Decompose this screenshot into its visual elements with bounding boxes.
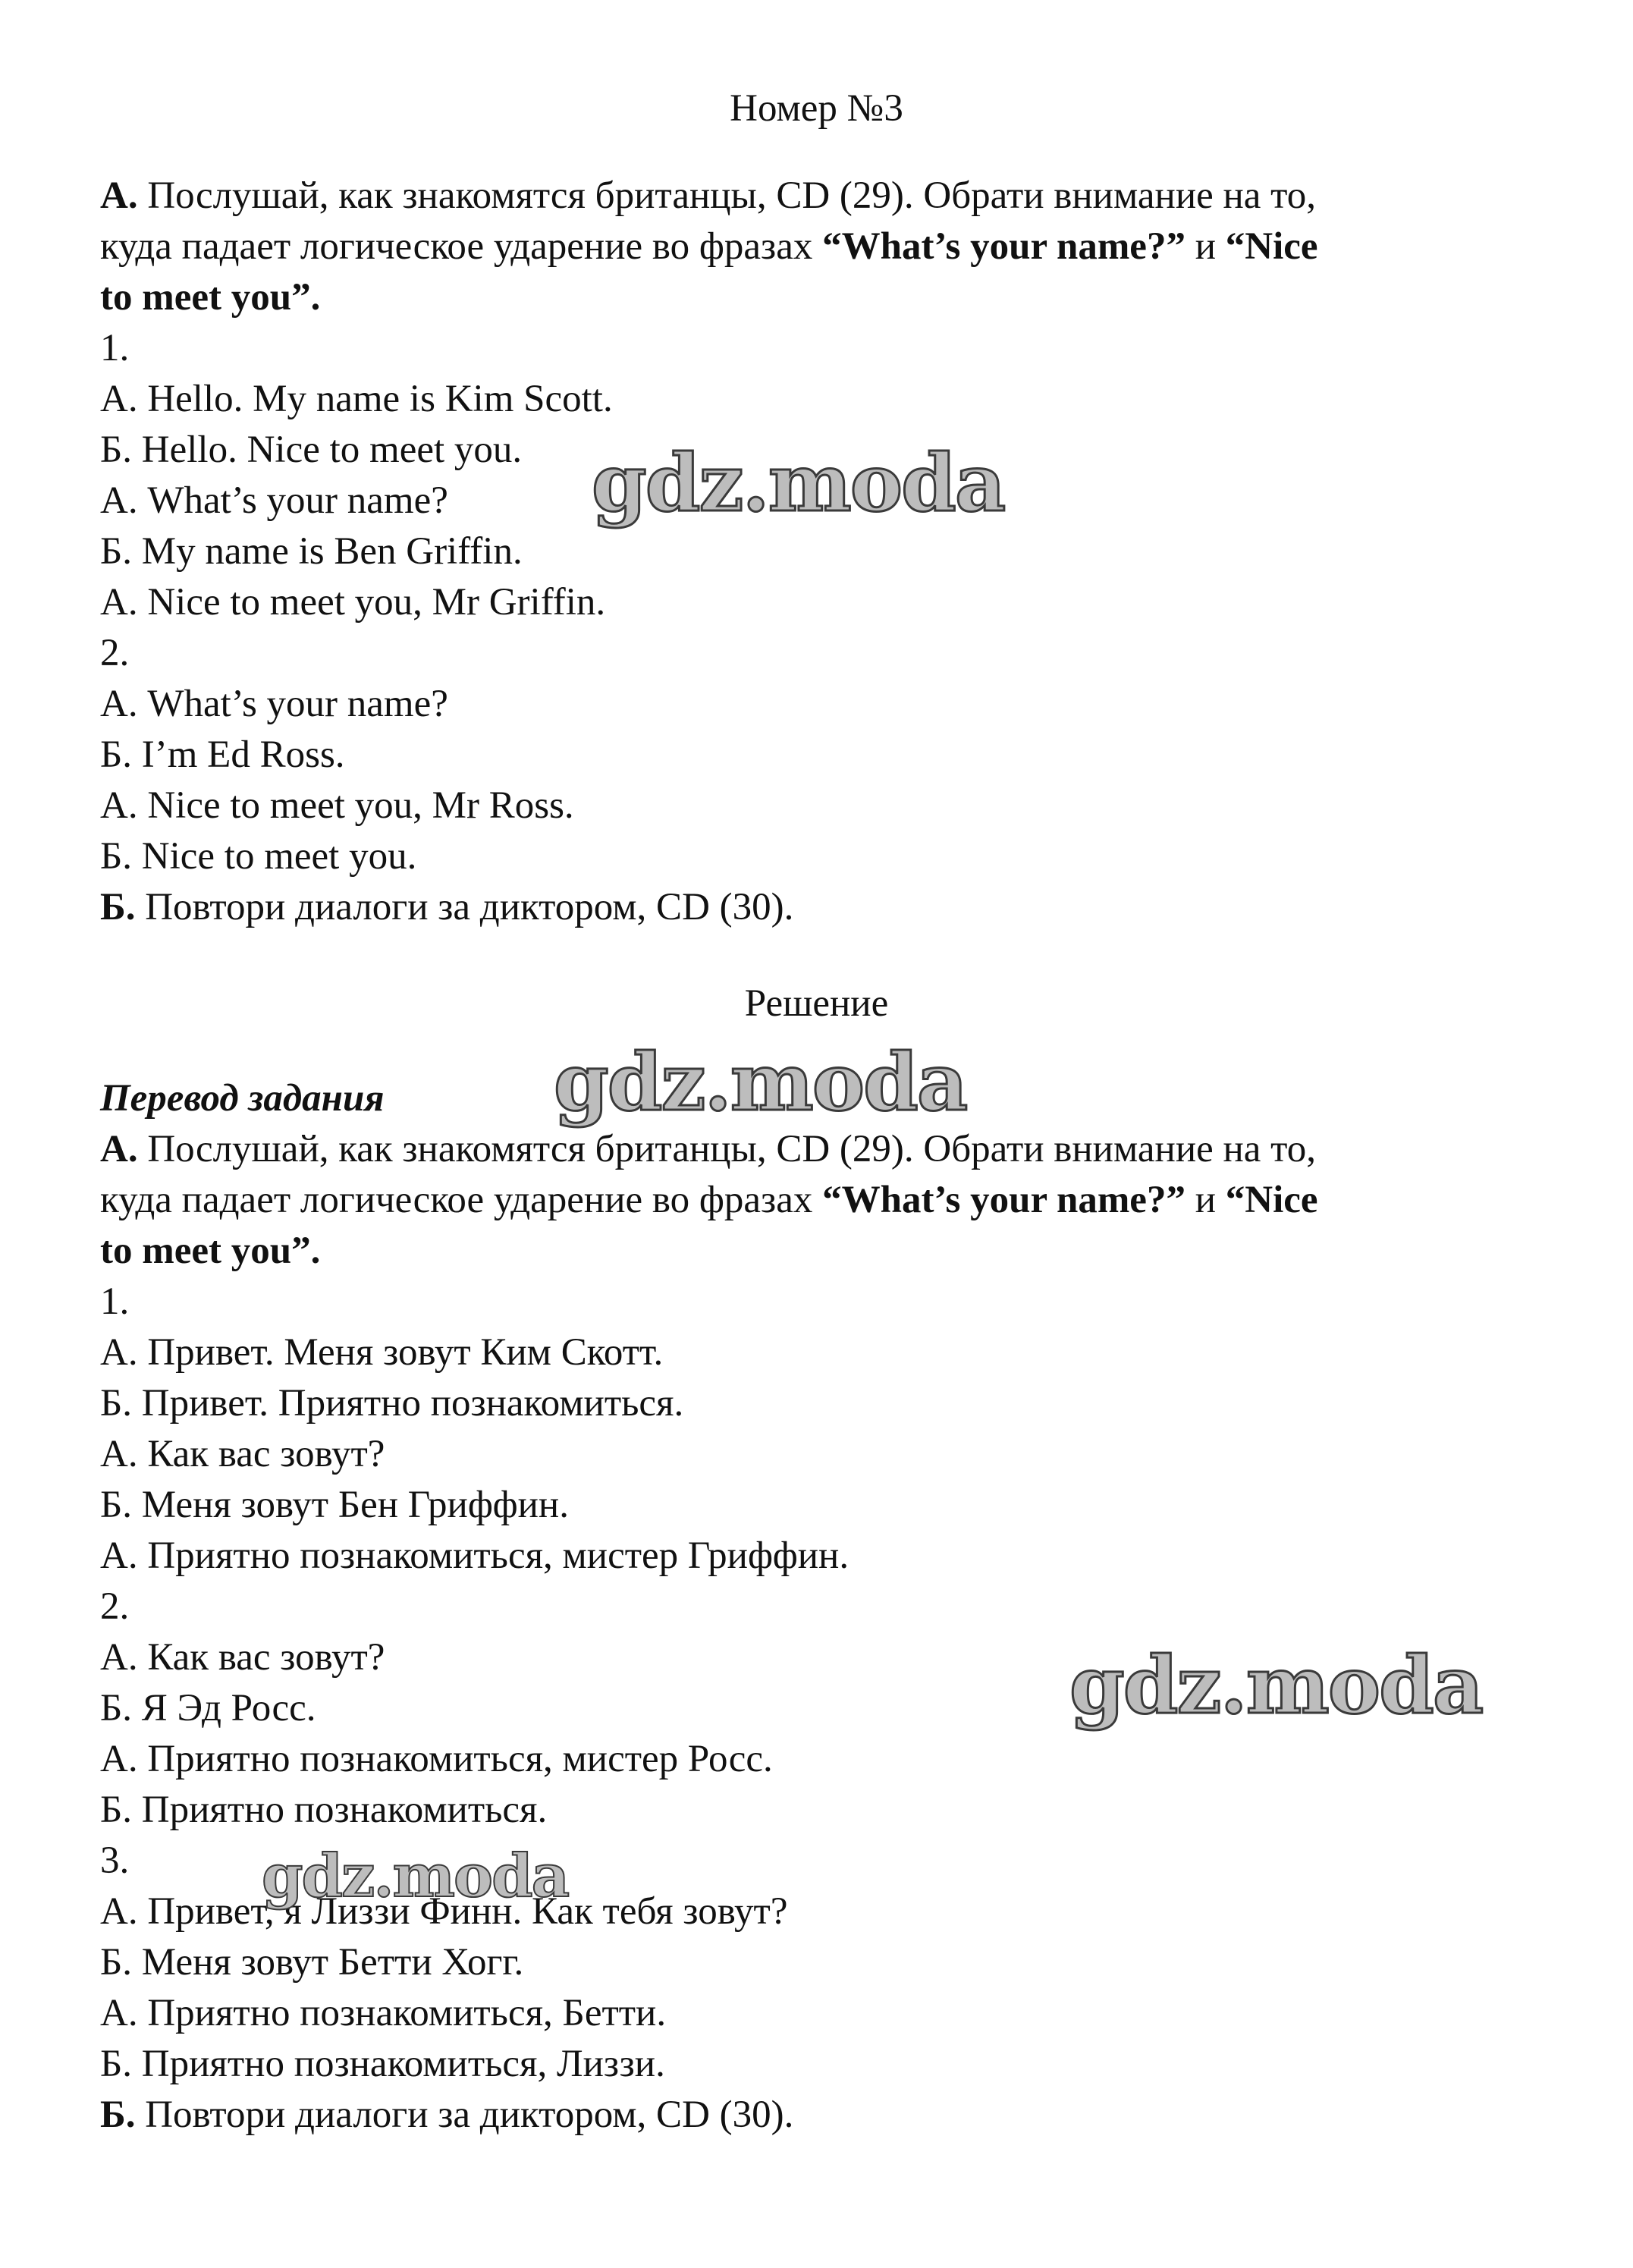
task-dialogue-2-number: 2. <box>100 632 130 674</box>
task-a-label: А. <box>100 174 138 217</box>
task-dialogue-1-line: А. What’s your name? <box>100 479 448 522</box>
solution-a-line-2 <box>100 1175 1541 1226</box>
watermark-logo: gdz.moda <box>592 436 1005 529</box>
task-phrase-1: “What’s your name?” <box>822 225 1185 268</box>
solution-dialogue-1-line: А. Приятно познакомиться, мистер Гриффин. <box>100 1535 849 1577</box>
solution-dialogue-3-line: А. Привет, я Лиззи Финн. Как тебя зовут? <box>100 1890 788 1933</box>
solution-dialogue-2-number: 2. <box>100 1585 130 1628</box>
solution-dialogue-1-number: 1. <box>100 1280 130 1323</box>
solution-a-line-1 <box>100 1124 1541 1175</box>
task-a-line-2 <box>100 221 1541 272</box>
watermark-logo: gdz.moda <box>554 1035 967 1129</box>
solution-dialogue-3-line: Б. Меня зовут Бетти Хогг. <box>100 1941 524 1984</box>
solution-dialogue-2-line: Б. Приятно познакомиться. <box>100 1789 548 1831</box>
solution-phrase-1: “What’s your name?” <box>822 1179 1185 1221</box>
solution-dialogue-2-line: А. Как вас зовут? <box>100 1636 385 1679</box>
task-a-line-1 <box>100 171 1541 221</box>
solution-a-label: А. <box>100 1128 138 1170</box>
solution-b-text: Повтори диалоги за диктором, CD (30). <box>135 2094 794 2136</box>
solution-phrase-2-part1: “Nice <box>1225 1179 1318 1221</box>
task-phrase-2-part2: to meet you”. <box>100 276 321 319</box>
task-section <box>100 171 1541 933</box>
task-dialogue-2-line: А. Nice to meet you, Mr Ross. <box>100 784 574 827</box>
task-dialogue-1-line: Б. Hello. Nice to meet you. <box>100 429 523 471</box>
solution-dialogue-2-line: Б. Я Эд Росс. <box>100 1687 316 1729</box>
solution-phrase-2-part2: to meet you”. <box>100 1230 321 1272</box>
task-b-line <box>100 882 1541 933</box>
solution-dialogue-2-line: А. Приятно познакомиться, мистер Росс. <box>100 1738 773 1780</box>
task-dialogue-1-line: А. Nice to meet you, Mr Griffin. <box>100 581 606 624</box>
solution-dialogue-1-line: А. Как вас зовут? <box>100 1433 385 1475</box>
watermark-logo: gdz.moda <box>262 1842 569 1911</box>
task-b-text: Повтори диалоги за диктором, CD (30). <box>135 886 794 928</box>
solution-dialogue-3-line: Б. Приятно познакомиться, Лиззи. <box>100 2043 665 2085</box>
task-a-text-1: Послушай, как знакомятся британцы, CD (29). Обрати внимание на то, <box>137 174 1317 217</box>
task-dialogue-2-line: Б. I’m Ed Ross. <box>100 733 345 776</box>
solution-a-text-2: куда падает логическое ударение во фразах <box>100 1179 823 1221</box>
task-dialogue-2-line: Б. Nice to meet you. <box>100 835 417 878</box>
solution-title: Решение <box>744 982 889 1025</box>
task-dialogue-1-line: А. Hello. My name is Kim Scott. <box>100 378 613 420</box>
solution-a-text-1: Послушай, как знакомятся британцы, CD (29). Обрати внимание на то, <box>137 1128 1317 1170</box>
watermark-logo: gdz.moda <box>1069 1638 1483 1732</box>
solution-dialogue-3-line: А. Приятно познакомиться, Бетти. <box>100 1992 667 2034</box>
solution-b-line <box>100 2090 1541 2141</box>
task-phrase-2-part1: “Nice <box>1225 225 1318 268</box>
solution-dialogue-1-line: Б. Привет. Приятно познакомиться. <box>100 1382 684 1425</box>
solution-dialogue-1-line: А. Привет. Меня зовут Ким Скотт. <box>100 1331 664 1374</box>
task-dialogue-2-line: А. What’s your name? <box>100 683 448 725</box>
task-a-text-2: куда падает логическое ударение во фразах <box>100 225 823 268</box>
task-dialogue-1-number: 1. <box>100 327 130 369</box>
solution-section <box>100 1073 1541 2141</box>
page-title: Номер №3 <box>730 87 903 130</box>
task-dialogue-1-line: Б. My name is Ben Griffin. <box>100 530 523 573</box>
task-b-label: Б. <box>100 886 136 928</box>
solution-dialogue-3-number: 3. <box>100 1839 130 1882</box>
task-and-word: и <box>1185 225 1226 268</box>
solution-b-label: Б. <box>100 2094 136 2136</box>
solution-and-word: и <box>1185 1179 1226 1221</box>
translation-heading: Перевод задания <box>100 1077 385 1120</box>
solution-dialogue-1-line: Б. Меня зовут Бен Гриффин. <box>100 1484 569 1526</box>
